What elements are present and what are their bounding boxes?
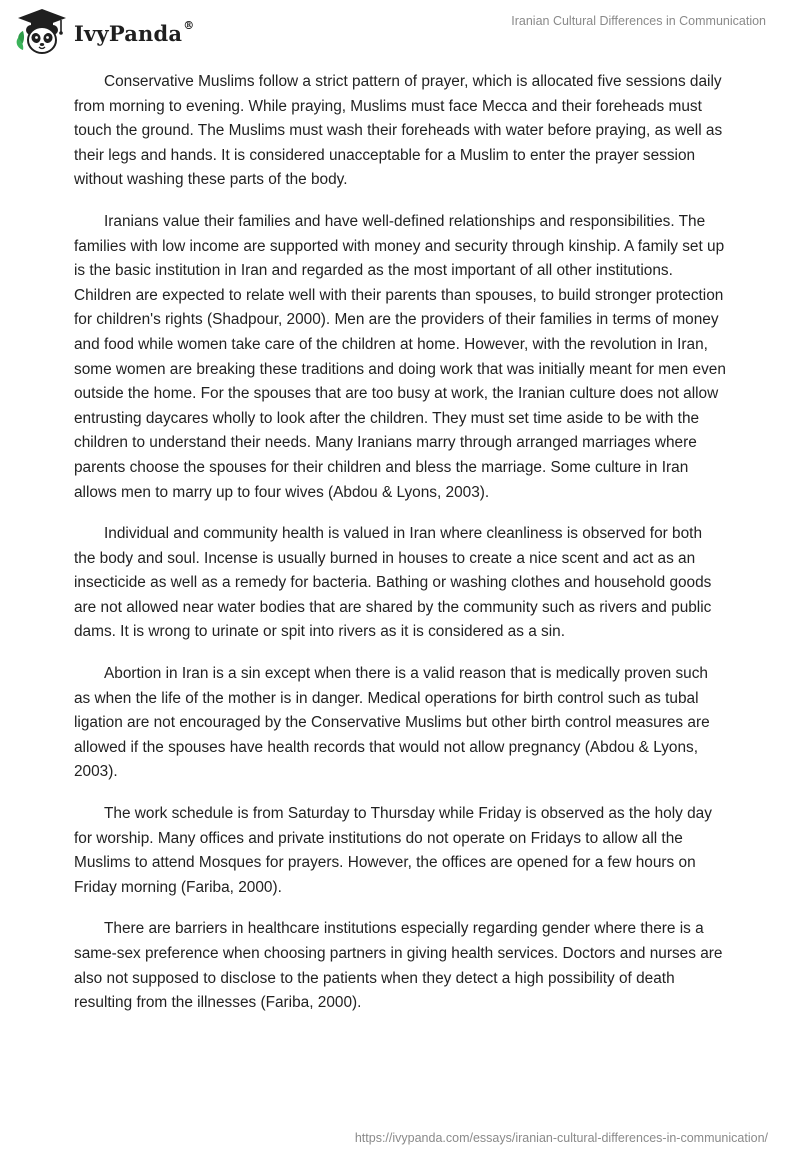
document-title: Iranian Cultural Differences in Communication bbox=[511, 14, 766, 28]
brand-name: IvyPanda® bbox=[74, 18, 195, 46]
essay-body bbox=[74, 70, 726, 1033]
panda-graduate-icon bbox=[14, 6, 70, 58]
paragraph-abortion: Abortion in Iran is a sin except when there is a valid reason that is medically proven such as when the life of the mother is in danger. Medical operations for birth control such as tubal ligation are not encouraged by the Conservative Muslims but other birth control measures are allowed if the spouses have health records that would not allow pregnancy (Abdou & Lyons, 2003). bbox=[74, 665, 710, 781]
paragraph-healthcare-barriers: There are barriers in healthcare institutions especially regarding gender where there is a same-sex preference when choosing partners in giving health services. Doctors and nurses are also not supposed to disclose to the patients when they detect a high possibility of death resulting from the illnesses (Fariba, 2000). bbox=[74, 920, 723, 1012]
source-url-link[interactable]: https://ivypanda.com/essays/iranian-cultural-differences-in-communication/ bbox=[354, 1131, 768, 1145]
page-header bbox=[0, 0, 800, 64]
registered-mark: ® bbox=[183, 18, 195, 32]
paragraph-prayer: Conservative Muslims follow a strict pattern of prayer, which is allocated five sessions daily from morning to evening. While praying, Muslims must face Mecca and their foreheads must touch the ground. The Muslims must wash their foreheads with water before praying, as well as their legs and hands. It is considered unacceptable for a Muslim to enter the prayer session without washing these parts of the body. bbox=[74, 73, 723, 189]
paragraph-family: Iranians value their families and have well-defined relationships and responsibilities. The families with low income are supported with money and security through kinship. A family set up is the basic institution in Iran and regarded as the most important of all other institutions. Children are expected to relate well with their parents than spouses, to build stronger protection for children's rights (Shadpour, 2000). Men are the providers of their families in terms of money and food while women take care of the children at home. However, with the revolution in Iran, some women are breaking these traditions and doing work that was initially meant for men even outside the home. For the spouses that are too busy at work, the Iranian culture does not allow entrusting daycares wholly to look after the children. They must set time aside to be with the children to understand their needs. Many Iranians marry through arranged marriages where parents choose the spouses for their children and bless the marriage. Some culture in Iran allows men to marry up to four wives (Abdou & Lyons, 2003). bbox=[74, 212, 726, 501]
paragraph-health: Individual and community health is valued in Iran where cleanliness is observed for both the body and soul. Incense is usually burned in houses to create a nice scent and act as an insecticide as well as a remedy for bacteria. Bathing or washing clothes and household goods are not allowed near water bodies that are shared by the community such as rivers and public dams. It is wrong to urinate or spit into rivers as it is considered as a sin. bbox=[74, 525, 712, 641]
ivypanda-logo[interactable] bbox=[14, 6, 194, 58]
paragraph-work-schedule: The work schedule is from Saturday to Thursday while Friday is observed as the holy day for worship. Many offices and private institutions do not operate on Fridays to allow all the Muslims to attend Mosques for prayers. However, the offices are opened for a few hours on Friday morning (Fariba, 2000). bbox=[74, 805, 712, 896]
